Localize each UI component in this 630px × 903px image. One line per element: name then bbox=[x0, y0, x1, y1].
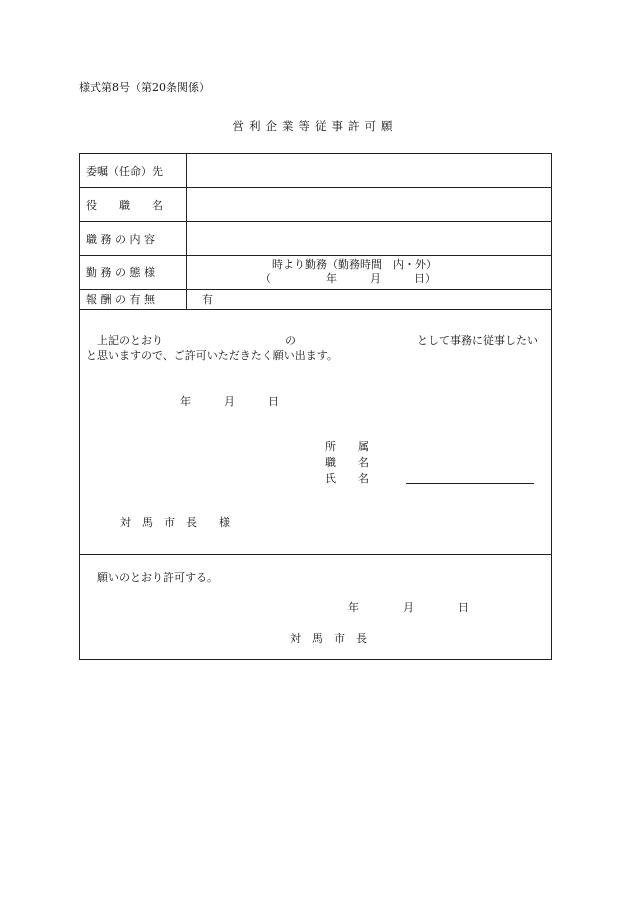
application-text-end: として事務に従事したい bbox=[417, 334, 538, 347]
row-divider bbox=[80, 187, 551, 188]
work-mode-date[interactable]: （ 年 月 日） bbox=[260, 272, 436, 285]
row-label-duties: 職 務 の 内 容 bbox=[86, 233, 155, 246]
form-number: 様式第8号（第20条関係） bbox=[79, 81, 210, 94]
application-text-start: 上記のとおり bbox=[97, 334, 163, 347]
section-divider bbox=[80, 554, 551, 555]
row-label-remuneration: 報 酬 の 有 無 bbox=[86, 293, 155, 306]
signature-line[interactable] bbox=[406, 483, 534, 484]
work-mode-hours[interactable]: 時より勤務（勤務時間 内・外） bbox=[272, 258, 437, 271]
application-text-line2: と思いますので、ご許可いただきたく願い出ます。 bbox=[86, 349, 338, 362]
remuneration-value[interactable]: 有 bbox=[202, 293, 213, 306]
application-text-of: の bbox=[285, 334, 296, 347]
name-label: 氏 名 bbox=[325, 472, 369, 485]
approval-text: 願いのとおり許可する。 bbox=[97, 571, 218, 584]
application-date[interactable]: 年 月 日 bbox=[180, 395, 279, 408]
row-divider bbox=[80, 221, 551, 222]
affiliation-label: 所 属 bbox=[325, 440, 369, 453]
label-column-divider bbox=[186, 154, 187, 309]
row-label-position: 役 職 名 bbox=[86, 199, 163, 212]
position-label: 職 名 bbox=[325, 456, 369, 469]
addressee: 対 馬 市 長 様 bbox=[120, 516, 230, 529]
table-bottom-divider bbox=[80, 309, 551, 310]
page-title: 営利企業等従事許可願 bbox=[232, 119, 398, 133]
application-form bbox=[79, 153, 552, 660]
approval-date[interactable]: 年 月 日 bbox=[348, 601, 469, 614]
row-divider bbox=[80, 289, 551, 290]
row-label-commission: 委嘱（任命）先 bbox=[86, 165, 163, 178]
row-divider bbox=[80, 255, 551, 256]
approval-signer: 対 馬 市 長 bbox=[290, 632, 367, 645]
row-label-work-mode: 勤 務 の 態 様 bbox=[86, 266, 155, 279]
